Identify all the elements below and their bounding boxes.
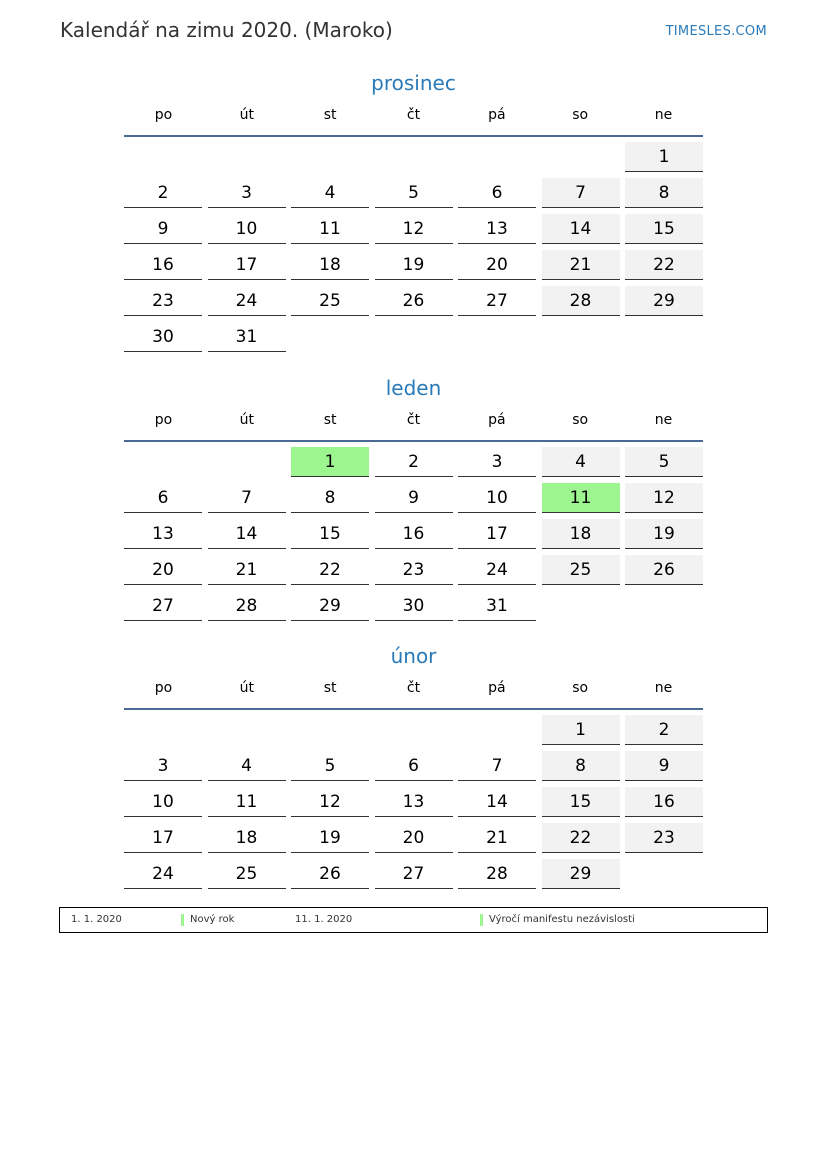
day-cell[interactable]: 29 <box>625 286 703 316</box>
weekday-label: st <box>323 107 337 123</box>
weekday-label: po <box>154 107 173 123</box>
day-cell[interactable]: 15 <box>542 787 620 817</box>
day-cell[interactable]: 2 <box>375 447 453 477</box>
day-cell[interactable]: 21 <box>458 823 536 853</box>
weekday-label: st <box>323 680 337 696</box>
day-cell[interactable]: 16 <box>625 787 703 817</box>
day-cell[interactable]: 18 <box>542 519 620 549</box>
day-cell[interactable]: 22 <box>542 823 620 853</box>
holiday-marker <box>181 914 184 926</box>
empty-cell <box>375 322 453 352</box>
empty-cell <box>542 142 620 172</box>
day-cell[interactable]: 28 <box>208 591 286 621</box>
weekday-label: čt <box>406 680 421 696</box>
week-row <box>124 715 703 751</box>
weekday-label: ne <box>654 412 673 428</box>
day-cell[interactable]: 15 <box>291 519 369 549</box>
page-title: Kalendář na zimu 2020. (Maroko) <box>60 18 393 42</box>
day-cell[interactable]: 20 <box>458 250 536 280</box>
day-cell[interactable]: 8 <box>291 483 369 513</box>
day-cell[interactable]: 24 <box>124 859 202 889</box>
week-row <box>124 447 703 483</box>
day-cell[interactable]: 18 <box>291 250 369 280</box>
day-cell[interactable]: 13 <box>375 787 453 817</box>
day-cell[interactable]: 6 <box>458 178 536 208</box>
empty-cell <box>291 322 369 352</box>
weekday-label: pá <box>488 680 506 696</box>
day-cell[interactable]: 17 <box>124 823 202 853</box>
day-cell[interactable]: 4 <box>542 447 620 477</box>
weekday-label: so <box>572 107 589 123</box>
empty-cell <box>458 322 536 352</box>
day-cell[interactable]: 7 <box>458 751 536 781</box>
week-row <box>124 555 703 591</box>
week-row <box>124 483 703 519</box>
weekday-label: st <box>323 412 337 428</box>
weekday-label: po <box>154 412 173 428</box>
empty-cell <box>458 715 536 745</box>
weekday-label: pá <box>488 412 506 428</box>
month-calendar-february <box>124 642 703 895</box>
day-cell[interactable]: 22 <box>291 555 369 585</box>
day-cell[interactable]: 23 <box>625 823 703 853</box>
day-cell[interactable]: 10 <box>458 483 536 513</box>
day-cell[interactable]: 28 <box>542 286 620 316</box>
day-cell[interactable]: 1 <box>625 142 703 172</box>
empty-cell <box>542 322 620 352</box>
weekday-label: pá <box>488 107 506 123</box>
day-cell[interactable]: 1 <box>542 715 620 745</box>
day-cell[interactable]: 5 <box>375 178 453 208</box>
day-cell[interactable]: 31 <box>458 591 536 621</box>
weekday-header <box>124 402 703 442</box>
day-cell[interactable]: 19 <box>291 823 369 853</box>
empty-cell <box>542 591 620 621</box>
week-row <box>124 286 703 322</box>
week-row <box>124 859 703 895</box>
day-cell[interactable]: 11 <box>291 214 369 244</box>
day-cell[interactable]: 29 <box>542 859 620 889</box>
empty-cell <box>208 715 286 745</box>
empty-cell <box>291 142 369 172</box>
day-cell[interactable]: 10 <box>124 787 202 817</box>
weekday-label: út <box>239 107 255 123</box>
empty-cell <box>291 715 369 745</box>
month-calendar-december <box>124 69 703 358</box>
day-cell[interactable]: 12 <box>625 483 703 513</box>
day-cell[interactable]: 3 <box>458 447 536 477</box>
legend-holiday-name: Nový rok <box>190 914 235 925</box>
holiday-marker <box>480 914 483 926</box>
day-cell[interactable]: 21 <box>208 555 286 585</box>
empty-cell <box>208 142 286 172</box>
month-title: únor <box>390 644 437 668</box>
weekday-header <box>124 670 703 710</box>
legend-date: 1. 1. 2020 <box>71 914 122 925</box>
weekday-label: so <box>572 412 589 428</box>
holiday-legend <box>59 907 768 933</box>
day-cell[interactable]: 13 <box>124 519 202 549</box>
day-cell[interactable]: 30 <box>375 591 453 621</box>
weekday-label: ne <box>654 107 673 123</box>
week-row <box>124 250 703 286</box>
day-cell[interactable]: 2 <box>124 178 202 208</box>
day-cell[interactable]: 16 <box>375 519 453 549</box>
empty-cell <box>208 447 286 477</box>
day-cell[interactable]: 27 <box>458 286 536 316</box>
day-cell[interactable]: 22 <box>625 250 703 280</box>
day-cell[interactable]: 9 <box>375 483 453 513</box>
empty-cell <box>625 859 703 889</box>
weekday-label: so <box>572 680 589 696</box>
day-cell[interactable]: 23 <box>375 555 453 585</box>
empty-cell <box>375 142 453 172</box>
day-cell[interactable]: 8 <box>542 751 620 781</box>
empty-cell <box>625 322 703 352</box>
day-cell[interactable]: 3 <box>124 751 202 781</box>
empty-cell <box>124 715 202 745</box>
day-cell[interactable]: 10 <box>208 214 286 244</box>
day-cell[interactable]: 19 <box>375 250 453 280</box>
day-cell[interactable]: 8 <box>625 178 703 208</box>
day-cell[interactable]: 7 <box>542 178 620 208</box>
day-cell[interactable]: 14 <box>458 787 536 817</box>
weekday-label: po <box>154 680 173 696</box>
week-row <box>124 322 703 358</box>
day-cell[interactable]: 6 <box>124 483 202 513</box>
day-cell[interactable]: 17 <box>458 519 536 549</box>
day-cell[interactable]: 24 <box>208 286 286 316</box>
empty-cell <box>124 142 202 172</box>
day-cell[interactable]: 9 <box>625 751 703 781</box>
day-cell[interactable]: 23 <box>124 286 202 316</box>
day-cell[interactable]: 11 <box>542 483 620 513</box>
day-cell[interactable]: 12 <box>375 214 453 244</box>
legend-holiday-name: Výročí manifestu nezávislosti <box>489 914 635 925</box>
week-row <box>124 591 703 627</box>
weekday-label: čt <box>406 107 421 123</box>
day-cell[interactable]: 26 <box>291 859 369 889</box>
day-cell[interactable]: 25 <box>208 859 286 889</box>
day-cell[interactable]: 5 <box>625 447 703 477</box>
day-cell[interactable]: 4 <box>208 751 286 781</box>
day-cell[interactable]: 9 <box>124 214 202 244</box>
day-cell[interactable]: 4 <box>291 178 369 208</box>
day-cell[interactable]: 26 <box>375 286 453 316</box>
day-cell[interactable]: 6 <box>375 751 453 781</box>
day-cell[interactable]: 28 <box>458 859 536 889</box>
day-cell[interactable]: 27 <box>124 591 202 621</box>
legend-date: 11. 1. 2020 <box>295 914 353 925</box>
day-cell[interactable]: 27 <box>375 859 453 889</box>
weekday-label: čt <box>406 412 421 428</box>
week-row <box>124 751 703 787</box>
month-calendar-january <box>124 374 703 627</box>
day-cell[interactable]: 15 <box>625 214 703 244</box>
brand-link[interactable]: TIMESLES.COM <box>665 24 767 39</box>
day-cell[interactable]: 13 <box>458 214 536 244</box>
week-row <box>124 214 703 250</box>
day-cell[interactable]: 21 <box>542 250 620 280</box>
day-cell[interactable]: 29 <box>291 591 369 621</box>
week-row <box>124 178 703 214</box>
day-cell[interactable]: 14 <box>208 519 286 549</box>
day-cell[interactable]: 7 <box>208 483 286 513</box>
week-row <box>124 519 703 555</box>
empty-cell <box>458 142 536 172</box>
day-cell[interactable]: 16 <box>124 250 202 280</box>
week-row <box>124 823 703 859</box>
weekday-header <box>124 97 703 137</box>
day-cell[interactable]: 20 <box>124 555 202 585</box>
weekday-label: út <box>239 680 255 696</box>
empty-cell <box>375 715 453 745</box>
day-cell[interactable]: 18 <box>208 823 286 853</box>
day-cell[interactable]: 1 <box>291 447 369 477</box>
day-cell[interactable]: 25 <box>542 555 620 585</box>
week-row <box>124 142 703 178</box>
day-cell[interactable]: 25 <box>291 286 369 316</box>
empty-cell <box>625 591 703 621</box>
week-row <box>124 787 703 823</box>
day-cell[interactable]: 3 <box>208 178 286 208</box>
day-cell[interactable]: 24 <box>458 555 536 585</box>
month-title: leden <box>385 376 442 400</box>
day-cell[interactable]: 17 <box>208 250 286 280</box>
weekday-label: ne <box>654 680 673 696</box>
day-cell[interactable]: 26 <box>625 555 703 585</box>
day-cell[interactable]: 11 <box>208 787 286 817</box>
day-cell[interactable]: 30 <box>124 322 202 352</box>
day-cell[interactable]: 31 <box>208 322 286 352</box>
weekday-label: út <box>239 412 255 428</box>
day-cell[interactable]: 2 <box>625 715 703 745</box>
month-title: prosinec <box>371 71 456 95</box>
day-cell[interactable]: 14 <box>542 214 620 244</box>
day-cell[interactable]: 12 <box>291 787 369 817</box>
day-cell[interactable]: 5 <box>291 751 369 781</box>
day-cell[interactable]: 20 <box>375 823 453 853</box>
day-cell[interactable]: 19 <box>625 519 703 549</box>
empty-cell <box>124 447 202 477</box>
